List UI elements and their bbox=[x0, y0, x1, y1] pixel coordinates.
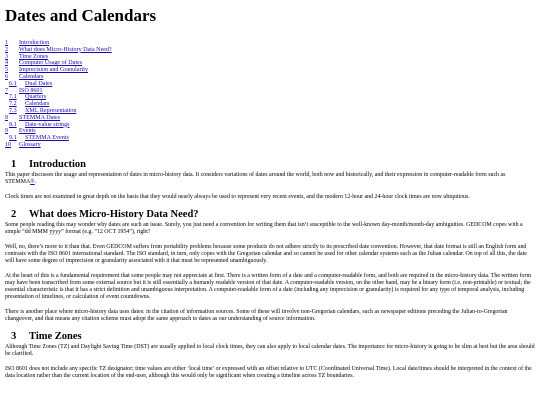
paragraph-text: This paper discusses the usage and representation of dates in micro-history data. It considers variations of dates around the world, both now and historically, and their expression in computer-readable form such as STEMMA bbox=[5, 171, 506, 185]
toc-item-number[interactable]: 6.1 bbox=[9, 80, 17, 87]
section-title: Introduction bbox=[29, 158, 86, 170]
toc-item-link[interactable]: Imprecision and Granularity bbox=[19, 67, 89, 74]
toc-item-number[interactable]: 2 bbox=[5, 46, 9, 53]
toc-item-link[interactable]: What does Micro-History Data Need? bbox=[19, 46, 112, 53]
footnote-link[interactable]: ® bbox=[30, 178, 35, 185]
paragraph-text: . bbox=[34, 178, 37, 185]
toc-item-number[interactable]: 7.3 bbox=[9, 107, 17, 114]
toc-item-number[interactable]: 8.1 bbox=[9, 121, 17, 128]
section-title: Time Zones bbox=[29, 331, 82, 343]
toc-item-link[interactable]: Glossary bbox=[19, 141, 41, 148]
paragraph: Well, no, there’s more to it than that. Even GEDCOM suffers from portability problems because some products do not adhere strictly to its prescribed date convention. However, that date format is still an English form and contrasts with the ISO 8601 international standard. The ISO standard, in turn, only copes with the Gregorian calendar and so cannot be used for other calendar systems such as the Julian calendar. On top of all this, the date will have some degree of imprecision or granularity associated with it that must be represented unambiguously. bbox=[5, 244, 527, 265]
toc-item-link[interactable]: XML Representation bbox=[25, 107, 77, 114]
toc-item[interactable] bbox=[5, 40, 535, 47]
toc-item[interactable] bbox=[5, 108, 535, 115]
paragraph: At the heart of this is a fundamental requirement that some people may not appreciate at first. There is a written form of a date and a computer-readable form, and both are required in the micro-history data. The written form may have been transcribed from some external source but it is still essentially a humanly readable version of that date. A computer-readable version, on the other hand, may be a binary form (i.e. non-printable) or textual; the essential characteristic is that it has a strict definition and unambiguous interpretation. A computer-readable form of a date (including any imprecision or granularity) is required for any type of temporal analysis, including presentation of timelines, or calculation of event countdowns. bbox=[5, 273, 532, 300]
toc-item[interactable] bbox=[5, 54, 535, 61]
toc-item-number[interactable]: 5 bbox=[5, 67, 9, 74]
section-needs bbox=[5, 208, 535, 322]
toc-item-link[interactable]: Date-value strings bbox=[25, 121, 70, 128]
section-number: 2 bbox=[11, 209, 17, 221]
paragraph bbox=[5, 172, 535, 186]
toc-item-number[interactable]: 9 bbox=[5, 128, 9, 135]
toc-item[interactable] bbox=[5, 135, 535, 142]
toc-item-number[interactable]: 10 bbox=[5, 141, 12, 148]
section-number: 3 bbox=[11, 331, 17, 343]
toc-item-number[interactable]: 6 bbox=[5, 73, 9, 80]
section-title: What does Micro-History Data Need? bbox=[29, 209, 199, 221]
toc-item-link[interactable]: Computer Usage of Dates bbox=[19, 60, 83, 67]
toc-item-number[interactable]: 7 bbox=[5, 87, 9, 94]
toc-item-link[interactable]: Introduction bbox=[19, 40, 50, 46]
toc-item-number[interactable]: 1 bbox=[5, 40, 9, 46]
toc-item-link[interactable]: ISO 8601 bbox=[19, 87, 43, 94]
toc-item-link[interactable]: Dual Dates bbox=[25, 80, 53, 87]
paragraph: Clock times are not examined in great depth on the basis that they would nearly always be used to represent very recent events, and the modern 12-hour and 24-hour clock times are now ubiquitous. bbox=[5, 193, 470, 200]
section-introduction bbox=[5, 158, 535, 201]
page-title: Dates and Calendars bbox=[5, 6, 157, 25]
paragraph: Although Time Zones (TZ) and Daylight Saving Time (DST) are usually applied to local clock times, they can also apply to local calendar dates. The importance for micro-history is going to be slim at best but the area should be clarified. bbox=[5, 344, 535, 358]
toc-item[interactable] bbox=[5, 47, 535, 54]
toc-item[interactable] bbox=[5, 88, 535, 95]
toc-item-link[interactable]: Calendars bbox=[25, 101, 50, 108]
toc-item-number[interactable]: 7.1 bbox=[9, 94, 17, 101]
toc-item-link[interactable]: Time Zones bbox=[19, 53, 49, 60]
toc-item-number[interactable]: 4 bbox=[5, 60, 9, 67]
toc-item[interactable] bbox=[5, 101, 535, 108]
section-heading bbox=[5, 208, 535, 221]
toc-item-number[interactable]: 8 bbox=[5, 114, 9, 121]
toc-item[interactable] bbox=[5, 81, 535, 88]
toc-item-number[interactable]: 3 bbox=[5, 53, 9, 60]
toc-item-link[interactable]: Quarters bbox=[25, 94, 46, 101]
section-heading bbox=[5, 330, 535, 343]
toc-item[interactable] bbox=[5, 142, 535, 149]
toc-item[interactable] bbox=[5, 128, 535, 135]
paragraph: ISO 8601 does not include any specific TZ designator; time values are either ‘local time’ or expressed with an offset relative to UTC (Coordinated Universal Time). Local date/times should be interpreted in the context of the data location rather than the current location of the end-user, although this would only be significant when creating a timeline across TZ boundaries. bbox=[5, 366, 532, 380]
toc-item-link[interactable]: STEMMA Events bbox=[25, 135, 69, 142]
toc-item[interactable] bbox=[5, 115, 535, 122]
toc-item[interactable] bbox=[5, 122, 535, 129]
toc-item[interactable] bbox=[5, 74, 535, 81]
table-of-contents bbox=[5, 40, 535, 149]
section-time-zones bbox=[5, 330, 535, 380]
paragraph: There is another place where micro-history data uses dates: in the citation of information sources. Some of these will involve non-Gregorian calendars, such as newspaper editions preceding the Julian-to-Gregorian changeover, and that means any citation scheme must adopt the same approach to dates as our understanding of source information. bbox=[5, 308, 508, 322]
toc-item-number[interactable]: 9.1 bbox=[9, 135, 17, 142]
section-number: 1 bbox=[11, 158, 17, 170]
toc-item-number[interactable]: 7.2 bbox=[9, 101, 17, 108]
toc-item[interactable] bbox=[5, 67, 535, 74]
section-heading bbox=[5, 158, 535, 171]
toc-item-link[interactable]: STEMMA Dates bbox=[19, 114, 61, 121]
toc-item[interactable] bbox=[5, 94, 535, 101]
toc-item[interactable] bbox=[5, 60, 535, 67]
paragraph: Some people reading this may wonder why dates are such an issue. Surely, you just need a convention for writing them that isn’t susceptible to the well-known day-month/month-day ambiguities. GEDCOM copes with a simple “dd MMM yyyy” format (e.g. “12 OCT 1954”), right? bbox=[5, 222, 523, 236]
toc-item-link[interactable]: Events bbox=[19, 128, 36, 135]
toc-item-link[interactable]: Calendars bbox=[19, 73, 44, 80]
